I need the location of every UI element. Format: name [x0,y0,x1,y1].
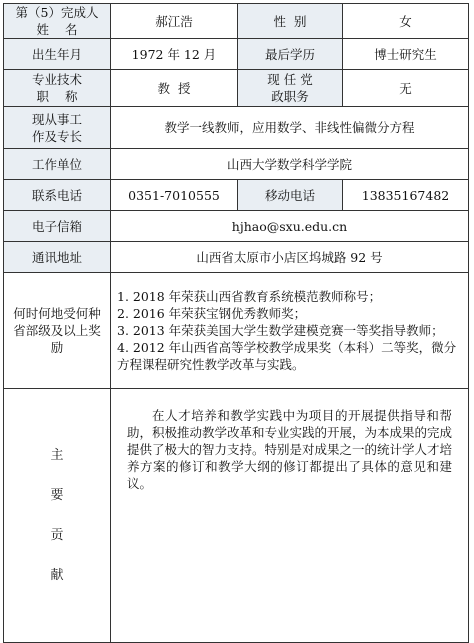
education-label: 最后学历 [238,39,343,70]
row-name [4,4,469,39]
address-label: 通讯地址 [4,242,111,273]
award-item: 4. 2012 年山西省高等学校教学成果奖（本科）二等奖，微分方程课程研究性教学改革与实践。 [117,340,457,372]
title-value: 教 授 [111,70,238,107]
contribution-text: 在人才培养和教学实践中为项目的开展提供指导和帮助，积极推动教学改革和专业实践的开展，为本成果的完成提供了极大的智力支持。特别是对成果之一的统计学人才培养方案的修订和教学大纲的修订都提出了具体的意见和建议。 [111,389,469,643]
phone-label: 联系电话 [4,180,111,211]
employer-value: 山西大学数学科学学院 [111,149,469,180]
phone-value: 0351-7010555 [111,180,238,211]
award-item: 1. 2018 年荣获山西省教育系统模范教师称号； [117,289,382,304]
row-phone [4,180,469,211]
name-label: 第（5）完成人 姓 名 [4,4,111,39]
gender-label: 性 别 [238,4,343,39]
gender-value: 女 [343,4,469,39]
specialty-label: 现从事工 作及专长 [4,107,111,149]
awards-list [111,273,469,389]
admin-post-value: 无 [343,70,469,107]
mobile-label: 移动电话 [238,180,343,211]
row-address [4,242,469,273]
name-value: 郝江浩 [111,4,238,39]
education-value: 博士研究生 [343,39,469,70]
birth-value: 1972 年 12 月 [111,39,238,70]
contribution-label: 主 要 贡 献 [4,389,111,643]
mobile-value: 13835167482 [343,180,469,211]
row-contribution [4,389,469,643]
admin-post-label: 现 任 党 政职务 [238,70,343,107]
email-label: 电子信箱 [4,211,111,242]
row-employer [4,149,469,180]
email-value: hjhao@sxu.edu.cn [111,211,469,242]
awards-label: 何时何地受何种 省部级及以上奖励 [4,273,111,389]
row-title [4,70,469,107]
row-specialty [4,107,469,149]
birth-label: 出生年月 [4,39,111,70]
row-birth [4,39,469,70]
specialty-value: 教学一线教师，应用数学、非线性偏微分方程 [111,107,469,149]
info-table [3,3,469,643]
award-item: 3. 2013 年荣获美国大学生数学建模竞赛一等奖指导教师； [117,323,444,338]
employer-label: 工作单位 [4,149,111,180]
row-awards [4,273,469,389]
row-email [4,211,469,242]
title-label: 专业技术 职 称 [4,70,111,107]
address-value: 山西省太原市小店区坞城路 92 号 [111,242,469,273]
award-item: 2. 2016 年荣获宝钢优秀教师奖； [117,306,307,321]
